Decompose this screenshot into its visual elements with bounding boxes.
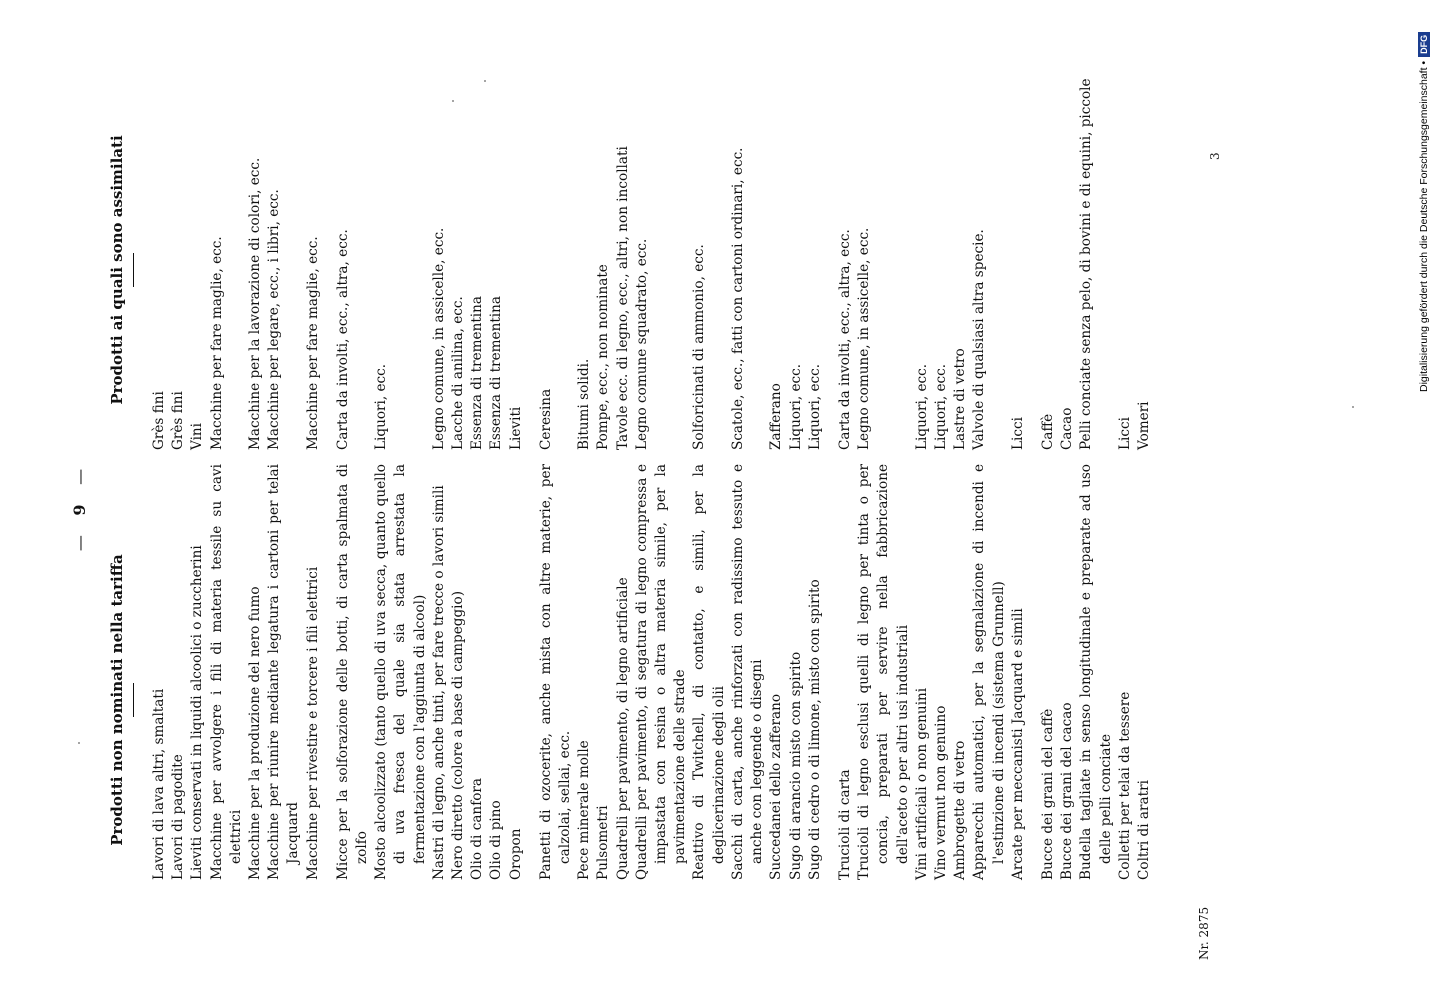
assimilated-product: Liquori, ecc.: [373, 363, 390, 450]
assimilated-product: Essenza di trementina: [469, 296, 486, 450]
unlisted-product: Olio di pino: [488, 800, 505, 880]
assimilated-product: Grès fini: [151, 391, 167, 450]
table-row: [932, 0, 951, 880]
unlisted-product: Bucce dei grani del cacao: [1059, 702, 1076, 880]
assimilated-product-cell: [169, 0, 188, 450]
assimilated-product: Lieviti: [507, 406, 524, 450]
unlisted-product-cell: [633, 450, 691, 880]
assimilated-product: Scatole, ecc., fatti con cartoni ordinari, ecc.: [729, 147, 746, 450]
dash-right: —: [70, 468, 89, 485]
assimilated-product: Liquori, ecc.: [787, 363, 804, 450]
unlisted-product-cell: [951, 450, 970, 880]
assimilated-product: Solforicinati di ammonio, ecc.: [691, 244, 708, 450]
unlisted-product-cell: [208, 450, 246, 880]
assimilated-product-cell: [767, 0, 786, 450]
assimilated-product-cell: [951, 0, 970, 450]
assimilated-product-cell: [855, 0, 913, 450]
table-row: [150, 0, 169, 880]
unlisted-product: Macchine per avvolgere i fili di materia tessile su cavi elettrici: [208, 464, 244, 880]
unlisted-product-cell: [1039, 450, 1058, 880]
assimilated-product: Carta da involti, ecc., altra, ecc.: [334, 229, 351, 450]
unlisted-product: Succedanei dello zafferano: [768, 693, 785, 880]
assimilated-product-cell: [690, 0, 728, 450]
assimilated-product: Pelli conciate senza pelo, di bovini e di equini, piccole: [1078, 78, 1095, 450]
signature-number: 3: [1208, 152, 1222, 160]
unlisted-product: Sugo di arancio misto con spirito: [787, 651, 804, 880]
table-row: [208, 0, 246, 880]
unlisted-product: Nero diretto (colore a base di campeggio): [450, 591, 467, 880]
table-row: [1009, 0, 1028, 880]
unlisted-product: Vino vermut non genuino: [932, 705, 949, 880]
unlisted-product: Vini artificiali o non genuini: [913, 687, 930, 880]
heading-rule: [133, 253, 134, 287]
unlisted-product-cell: [970, 450, 1008, 880]
table-row: [1039, 0, 1058, 880]
unlisted-product-cell: [507, 450, 526, 880]
scan-speck: [484, 80, 486, 82]
table-row: [449, 0, 468, 880]
unlisted-product: Apparecchi automatici, per la segnalazione di incendi e l'estinzione di incendi (sistema Grunnell): [971, 464, 1007, 880]
table-row: [304, 0, 323, 880]
unlisted-product: Macchine per riunire mediante legatura i cartoni per telai Jacquard: [266, 464, 302, 880]
heading-rule: [133, 683, 134, 717]
assimilated-product: Lastre di vetro: [952, 348, 969, 450]
scan-speck: [452, 100, 454, 102]
assimilated-product: Tavole ecc. di legno, ecc., altri, non incollati: [614, 146, 631, 450]
unlisted-product: Mosto alcoolizzato (tanto quello di uva secca, quanto quello di uva fresca del quale sia stata arrestata la fermentazione con l'aggiunta di alcool): [373, 464, 428, 880]
unlisted-product-cell: [304, 450, 323, 880]
unlisted-product-cell: [787, 450, 806, 880]
table-row: [507, 0, 526, 880]
unlisted-product-cell: [537, 450, 575, 880]
unlisted-product-cell: [806, 450, 825, 880]
assimilated-product: Cacao: [1059, 407, 1076, 450]
table-row: [575, 0, 594, 880]
table-row: [265, 0, 303, 880]
scan-speck: [78, 742, 80, 744]
assimilated-product-cell: [575, 0, 594, 450]
assimilated-product-cell: [334, 0, 372, 450]
assimilated-product: Macchine per legare, ecc., i libri, ecc.: [266, 189, 283, 450]
assimilated-product: Liquori, ecc.: [806, 363, 823, 450]
unlisted-product-cell: [1009, 450, 1028, 880]
unlisted-product-cell: [1077, 450, 1115, 880]
assimilated-product: Legno comune squadrato, ecc.: [633, 238, 650, 450]
unlisted-product: Nastri di legno, anche tinti, per fare trecce o lavori simili: [430, 485, 447, 880]
credit-text: Digitalisierung gefördert durch die Deutsche Forschungsgemeinschaft •: [1418, 60, 1430, 392]
table-row: [372, 0, 430, 880]
assimilated-product: Macchine per fare maglie, ecc.: [208, 236, 225, 450]
assimilated-product-cell: [729, 0, 767, 450]
table-row: [913, 0, 932, 880]
assimilated-product-cell: [468, 0, 487, 450]
table-row: [787, 0, 806, 880]
assimilated-product-cell: [913, 0, 932, 450]
table-row: [729, 0, 767, 880]
assimilated-product-cell: [1135, 0, 1154, 450]
unlisted-product: Pece minerale molle: [576, 740, 593, 880]
assimilated-product-cell: [970, 0, 1008, 450]
unlisted-product-cell: [150, 450, 169, 880]
assimilated-product: Legno comune, in assicelle, ecc.: [430, 227, 447, 450]
assimilated-product-cell: [150, 0, 169, 450]
assimilated-product-cell: [836, 0, 855, 450]
assimilated-product: Ceresina: [537, 388, 554, 450]
assimilated-product: Lacche di anilina, ecc.: [450, 296, 467, 450]
unlisted-product-cell: [265, 450, 303, 880]
unlisted-product-cell: [690, 450, 728, 880]
assimilated-product: Liquori, ecc.: [932, 363, 949, 450]
unlisted-product-cell: [1116, 450, 1135, 880]
assimilated-product-cell: [246, 0, 265, 450]
unlisted-product-cell: [246, 450, 265, 880]
table-row: [246, 0, 265, 880]
unlisted-product: Coltri di aratri: [1135, 780, 1152, 880]
right-column-title: Prodotti ai quali sono assimilati: [108, 135, 126, 405]
table-row: [430, 0, 449, 880]
unlisted-product-cell: [449, 450, 468, 880]
page-number: 9: [70, 504, 89, 516]
assimilated-product-cell: [594, 0, 613, 450]
unlisted-product-cell: [169, 450, 188, 880]
unlisted-product-cell: [932, 450, 951, 880]
unlisted-product: Trucioli di legno esclusi quelli di legno per tinta o per concia, preparati per servire nella fabbricazione dell'aceto o per altri usi industriali: [856, 464, 911, 880]
assimilated-product: Macchine per la lavorazione di colori, ecc.: [247, 157, 264, 450]
assimilated-product: Vomeri: [1135, 401, 1152, 450]
assimilated-product: Liquori, ecc.: [913, 363, 930, 450]
assimilated-product: Legno comune, in assicelle, ecc.: [856, 227, 873, 450]
table-row: [487, 0, 506, 880]
assimilated-product: Vini: [189, 422, 206, 450]
unlisted-product-cell: [487, 450, 506, 880]
unlisted-product: Pulsometri: [595, 805, 612, 880]
unlisted-product-cell: [188, 450, 207, 880]
assimilated-product-cell: [372, 0, 430, 450]
assimilated-product-cell: [304, 0, 323, 450]
table-row: [806, 0, 825, 880]
unlisted-product-cell: [575, 450, 594, 880]
assimilated-product-cell: [806, 0, 825, 450]
assimilated-product-cell: [449, 0, 468, 450]
unlisted-product: Quadrelli per pavimento, di legno artificiale: [614, 577, 631, 880]
assimilated-product: Licci: [1009, 417, 1026, 450]
assimilated-product-cell: [537, 0, 575, 450]
unlisted-product: Budella tagliate in senso longitudinale e preparate ad uso delle pelli conciate: [1078, 464, 1114, 880]
left-column-heading: [108, 510, 134, 890]
tariff-table: [150, 0, 1154, 880]
table-row: [334, 0, 372, 880]
unlisted-product: Lieviti conservati in liquidi alcoolici o zuccherini: [189, 545, 206, 880]
unlisted-product: Colletti per telai da tessere: [1116, 691, 1133, 880]
assimilated-product-cell: [1058, 0, 1077, 450]
unlisted-product: Olio di canfora: [469, 777, 486, 880]
unlisted-product: Macchine per rivestire e torcere i fili elettrici: [304, 566, 321, 880]
assimilated-product-cell: [1116, 0, 1135, 450]
unlisted-product-cell: [594, 450, 613, 880]
table-row: [188, 0, 207, 880]
unlisted-product-cell: [767, 450, 786, 880]
assimilated-product-cell: [208, 0, 246, 450]
unlisted-product-cell: [729, 450, 767, 880]
assimilated-product-cell: [265, 0, 303, 450]
assimilated-product: Grès fini: [170, 391, 187, 450]
assimilated-product-cell: [188, 0, 207, 450]
assimilated-product: Bitumi solidi.: [576, 358, 593, 450]
assimilated-product: Zafferano: [768, 383, 785, 450]
unlisted-product: Quadrelli per pavimento, di segatura di legno compressa e impastata con resina o altra materia simile, per la pavimentazione delle strade: [633, 464, 689, 880]
table-row: [537, 0, 575, 880]
unlisted-product: Sugo di cedro o di limone, misto con spirito: [806, 579, 823, 880]
left-column-title: Prodotti non nominati nella tariffa: [108, 554, 126, 846]
unlisted-product: Panetti di ozocerite, anche mista con altre materie, per calzolai, sellai, ecc.: [537, 464, 574, 880]
assimilated-product: Caffè: [1039, 413, 1056, 450]
table-row: [1058, 0, 1077, 880]
dash-left: —: [70, 535, 89, 552]
unlisted-product: Reattivo di Twitchell, di contatto, e simili, per la deglicerinazione degli olii: [691, 464, 727, 880]
unlisted-product: Lavori di lava altri, smaltati: [151, 688, 167, 880]
unlisted-product: Macchine per la produzione del nero fumo: [247, 586, 264, 880]
assimilated-product-cell: [932, 0, 951, 450]
unlisted-product-cell: [614, 450, 633, 880]
assimilated-product-cell: [430, 0, 449, 450]
unlisted-product: Lavori di pagodite: [170, 754, 187, 880]
assimilated-product: Essenza di trementina: [488, 296, 505, 450]
assimilated-product-cell: [487, 0, 506, 450]
unlisted-product-cell: [1058, 450, 1077, 880]
unlisted-product-cell: [468, 450, 487, 880]
unlisted-product: Arcate per meccanisti Jacquard e simili: [1009, 608, 1026, 880]
table-row: [169, 0, 188, 880]
table-row: [767, 0, 786, 880]
unlisted-product: Oropon: [507, 828, 524, 880]
scan-speck: [1352, 406, 1354, 408]
table-row: [633, 0, 691, 880]
table-row: [951, 0, 970, 880]
table-row: [594, 0, 613, 880]
table-row: [690, 0, 728, 880]
rotated-page-content: [70, 60, 1310, 960]
assimilated-product: Pompe, ecc., non nominate: [595, 264, 612, 450]
unlisted-product: Sacchi di carta, anche rinforzati con radissimo tessuto e anche con leggende o disegni: [729, 464, 766, 880]
unlisted-product-cell: [1135, 450, 1154, 880]
page-number-line: [70, 60, 89, 960]
unlisted-product-cell: [334, 450, 372, 880]
table-row: [1077, 0, 1115, 880]
unlisted-product-cell: [913, 450, 932, 880]
unlisted-product-cell: [855, 450, 913, 880]
assimilated-product-cell: [1077, 0, 1115, 450]
assimilated-product: Carta da involti, ecc., altra, ecc.: [836, 229, 853, 450]
assimilated-product-cell: [614, 0, 633, 450]
digitization-credit: [1418, 32, 1430, 392]
table-row: [855, 0, 913, 880]
unlisted-product-cell: [836, 450, 855, 880]
unlisted-product-cell: [372, 450, 430, 880]
assimilated-product-cell: [633, 0, 691, 450]
table-row: [970, 0, 1008, 880]
unlisted-product: Bucce dei grani del caffè: [1039, 708, 1056, 880]
table-row: [468, 0, 487, 880]
table-row: [614, 0, 633, 880]
table-row: [1135, 0, 1154, 880]
dfg-logo: DFG: [1418, 32, 1430, 57]
assimilated-product: Macchine per fare maglie, ecc.: [304, 236, 321, 450]
assimilated-product-cell: [1009, 0, 1028, 450]
assimilated-product-cell: [507, 0, 526, 450]
assimilated-product-cell: [787, 0, 806, 450]
unlisted-product: Micce per la solforazione delle botti, di carta spalmata di zolfo: [334, 464, 371, 880]
unlisted-product: Trucioli di carta: [836, 769, 853, 880]
table-row: [1116, 0, 1135, 880]
assimilated-product-cell: [1039, 0, 1058, 450]
assimilated-product: Licci: [1116, 417, 1133, 450]
reference-number: Nr. 2875: [1197, 906, 1211, 960]
assimilated-product: Valvole di qualsiasi altra specie.: [971, 229, 988, 450]
right-column-heading: [108, 80, 134, 460]
table-row: [836, 0, 855, 880]
unlisted-product-cell: [430, 450, 449, 880]
unlisted-product: Ambrogette di vetro: [952, 740, 969, 880]
